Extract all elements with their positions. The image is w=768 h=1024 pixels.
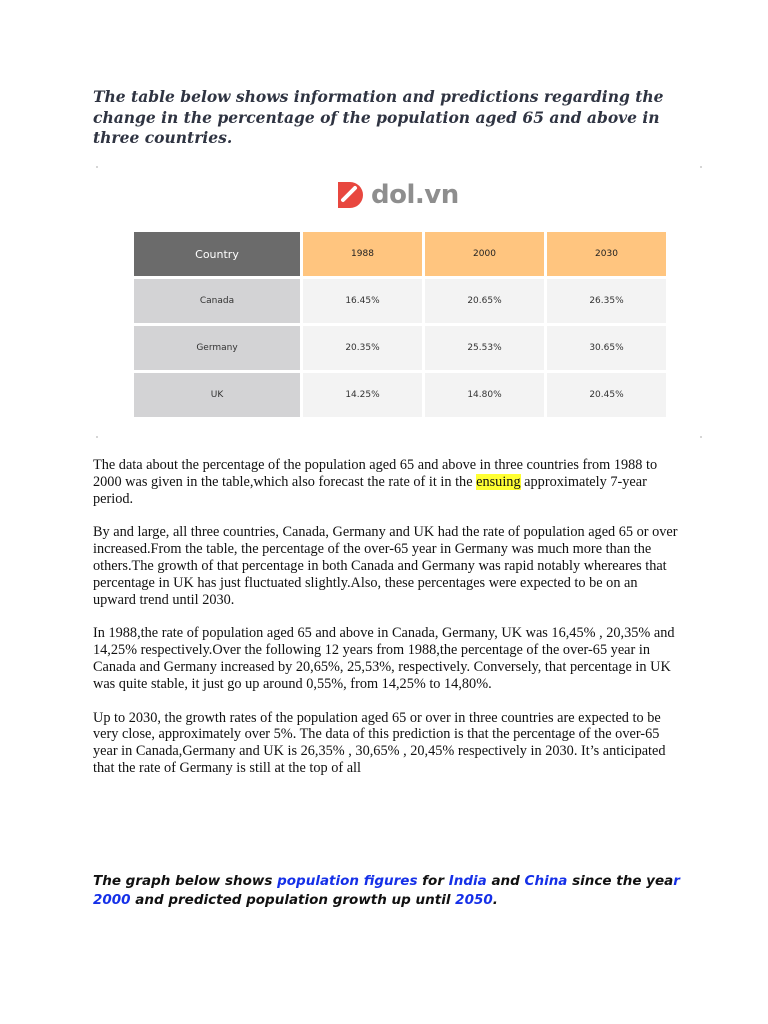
corner-mark xyxy=(700,166,702,168)
row-country: UK xyxy=(134,373,300,417)
dol-logo-text: dol.vn xyxy=(371,180,459,210)
header-1988: 1988 xyxy=(303,232,422,276)
essay-body xyxy=(93,457,678,794)
population-table xyxy=(131,229,669,420)
paragraph-text: The data about the percentage of the population aged 65 and above in three countries from 1988 to 2000 was given in the table,which also forecast the rate of it in the xyxy=(93,457,658,490)
prompt-link[interactable]: China xyxy=(524,873,568,889)
prompt-link[interactable]: 2050 xyxy=(455,892,493,908)
table-row xyxy=(134,373,666,417)
row-value: 20.45% xyxy=(547,373,666,417)
row-value: 14.25% xyxy=(303,373,422,417)
prompt-text: The graph below shows xyxy=(93,873,278,889)
prompt-text: . xyxy=(492,892,498,908)
row-value: 16.45% xyxy=(303,279,422,323)
header-2030: 2030 xyxy=(547,232,666,276)
dol-logo-icon xyxy=(334,178,368,212)
table-header-row xyxy=(134,232,666,276)
prompt-link[interactable]: India xyxy=(448,873,487,889)
prompt-text: and predicted population growth up until xyxy=(130,892,456,908)
next-task-prompt xyxy=(93,872,683,910)
corner-mark xyxy=(700,436,702,438)
row-value: 30.65% xyxy=(547,326,666,370)
row-country: Canada xyxy=(134,279,300,323)
prompt-text: since the yea xyxy=(567,873,674,889)
prompt-link[interactable]: population figures xyxy=(277,873,418,889)
corner-mark xyxy=(96,436,98,438)
paragraph-2030: Up to 2030, the growth rates of the population aged 65 or over in three countries are expected to be very close, approximately over 5%. The data of this prediction is that the percentage of the over-65 year in Canada,Germany and UK is 26,35% , 30,65% , 20,45% respectively in 2030. It’s anticipated that the rate of Germany is still at the top of all xyxy=(93,709,666,776)
row-value: 20.35% xyxy=(303,326,422,370)
corner-mark xyxy=(96,166,98,168)
prompt-link[interactable]: r 2000 xyxy=(93,873,680,908)
table-row xyxy=(134,279,666,323)
header-country: Country xyxy=(134,232,300,276)
row-value: 20.65% xyxy=(425,279,544,323)
paragraph-text: approximately 7-year period. xyxy=(93,473,647,507)
paragraph-overview: By and large, all three countries, Canada, Germany and UK had the rate of population aged 65 or over increased.From the table, the percentage of the over-65 year in Germany was much more than the others.The growth of that percentage in both Canada and Germany was rapid notably whereares that percentage in UK has just fluctuated slightly.Also, these percentages were expected to be on an upward trend until 2030. xyxy=(93,524,678,608)
page-heading: The table below shows information and predictions regarding the change in the percentage of the population aged 65 and above in three countries. xyxy=(93,87,664,147)
table-row xyxy=(134,326,666,370)
dol-logo xyxy=(334,178,459,212)
highlighted-word: ensuing xyxy=(476,473,521,490)
row-value: 26.35% xyxy=(547,279,666,323)
row-value: 25.53% xyxy=(425,326,544,370)
header-2000: 2000 xyxy=(425,232,544,276)
prompt-text: and xyxy=(486,873,525,889)
row-country: Germany xyxy=(134,326,300,370)
row-value: 14.80% xyxy=(425,373,544,417)
paragraph-1988-2000: In 1988,the rate of population aged 65 and above in Canada, Germany, UK was 16,45% , 20,35% and 14,25% respectively.Over the following 12 years from 1988,the percentage of the over-65 year in Canada and Germany increased by 20,65%, 25,53%, respectively. Conversely, that percentage in UK was quite stable, it just go up around 0,55%, from 14,25% to 14,80%. xyxy=(93,625,675,692)
prompt-text: for xyxy=(417,873,449,889)
table-figure xyxy=(96,166,702,438)
paragraph-intro xyxy=(93,457,678,507)
